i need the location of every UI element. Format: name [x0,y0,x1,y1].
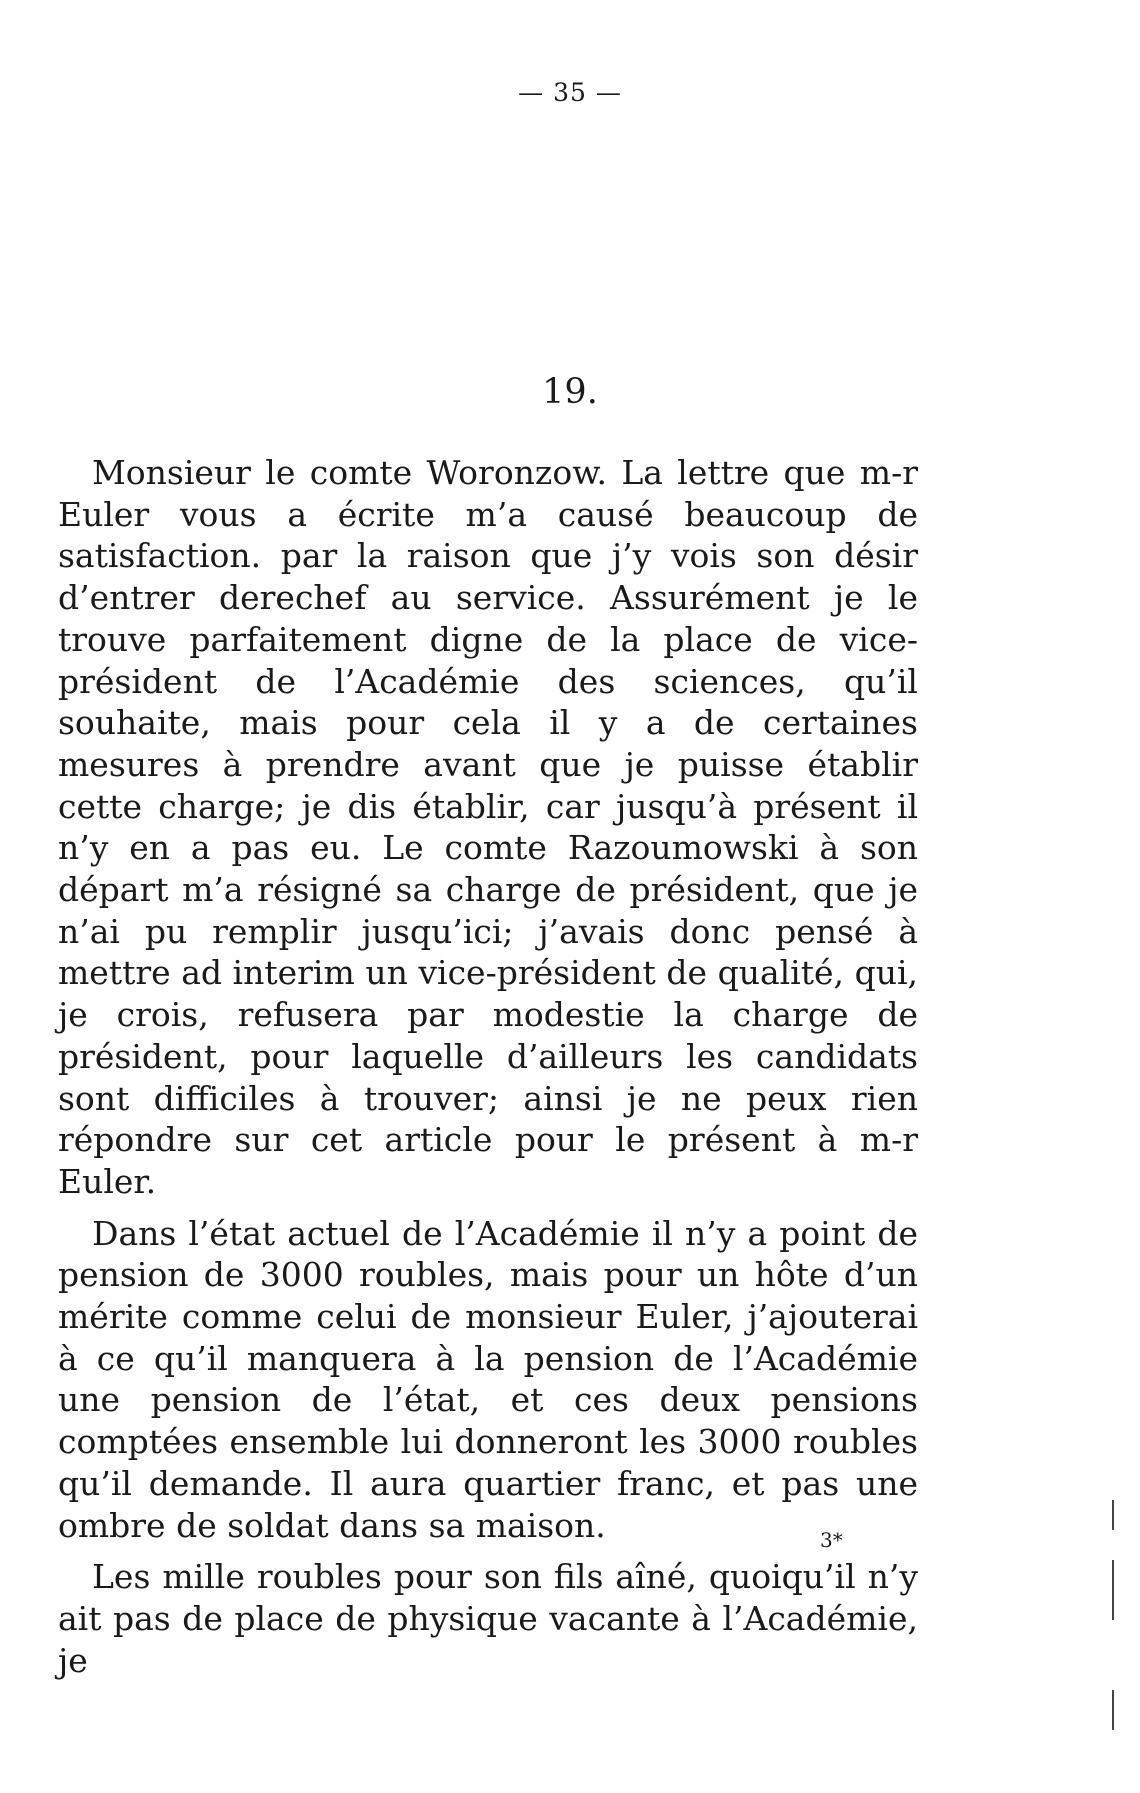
signature-mark: 3* [820,1528,843,1552]
letter-number: 19. [542,372,598,412]
letter-body [58,452,918,1681]
paragraph-3: Les mille roubles pour son fils aîné, quoiqu’il n’y ait pas de place de physique vacante à l’Académie, je [58,1557,918,1680]
margin-tick-2 [1112,1560,1114,1620]
paragraph-1: Monsieur le comte Woronzow. La lettre que m-r Euler vous a écrite m’a causé beaucoup de satisfaction. par la raison que j’y vois son désir d’entrer derechef au service. Assurément je le trouve parfaitement digne de la place de vice-président de l’Académie des sciences, qu’il souhaite, mais pour cela il y a de certaines mesures à prendre avant que je puisse établir cette charge; je dis établir, car jusqu’à présent il n’y en a pas eu. Le comte Razoumowski à son départ m’a résigné sa charge de président, que je n’ai pu remplir jusqu’ici; j’avais donc pensé à mettre ad interim un vice-président de qualité, qui, je crois, refusera par modestie la charge de président, pour laquelle d’ailleurs les candidats sont difficiles à trouver; ainsi je ne peux rien répondre sur cet article pour le présent à m-r Euler. [58,453,918,1201]
margin-tick-3 [1112,1690,1114,1730]
page-number: — 35 — [518,78,622,107]
paragraph-2: Dans l’état actuel de l’Académie il n’y a point de pension de 3000 roubles, mais pour un hôte d’un mérite comme celui de monsieur Euler, j’ajouterai à ce qu’il manquera à la pension de l’Académie une pension de l’état, et ces deux pensions comptées ensemble lui donneront les 3000 roubles qu’il demande. Il aura quartier franc, et pas une ombre de soldat dans sa maison. [58,1213,918,1545]
margin-tick-1 [1112,1500,1114,1530]
